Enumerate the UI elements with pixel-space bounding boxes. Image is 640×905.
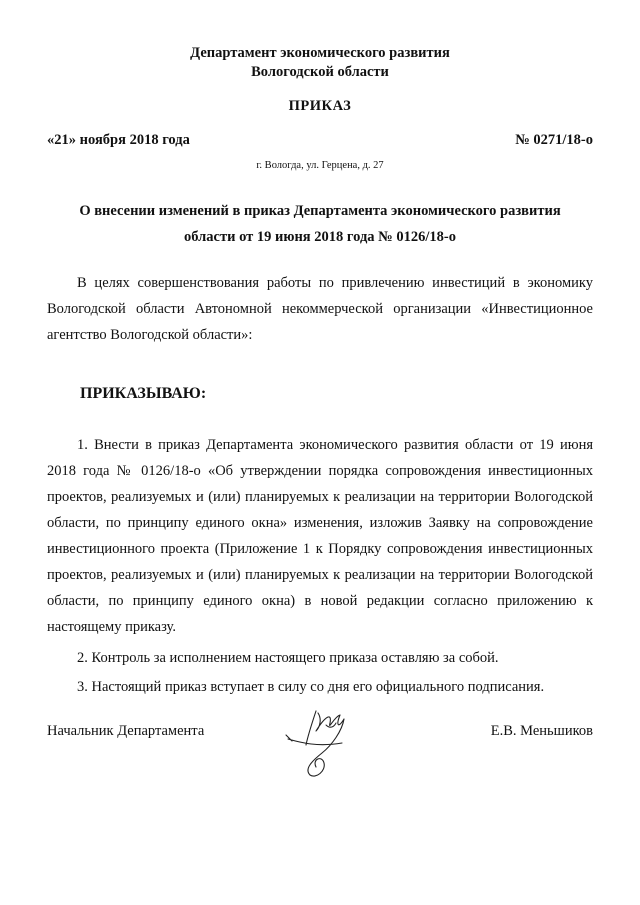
- department-name: Департамент экономического развития: [190, 45, 450, 61]
- doc-type-title: ПРИКАЗ: [288, 98, 352, 114]
- signer-position: Начальник Департамента: [47, 723, 205, 739]
- department-header: [0, 44, 640, 82]
- signer-name: Е.В. Меньшиков: [490, 723, 593, 739]
- order-subject: [47, 198, 593, 250]
- order-date: «21» ноября 2018 года: [47, 132, 190, 148]
- order-item-2: 2. Контроль за исполнением настоящего приказа оставляю за собой.: [77, 650, 499, 666]
- order-number: № 0271/18-о: [515, 132, 593, 148]
- date-number-row: [47, 132, 593, 149]
- subject-line-1: О внесении изменений в приказ Департамента экономического развития: [79, 203, 561, 219]
- place-line: г. Вологда, ул. Герцена, д. 27: [256, 160, 384, 171]
- handwritten-signature-icon: [282, 705, 362, 783]
- order-heading: ПРИКАЗЫВАЮ:: [80, 385, 207, 402]
- department-region: Вологодской области: [251, 64, 389, 80]
- order-item-1: 1. Внести в приказ Департамента экономического развития области от 19 июня 2018 года № 0126/18-о «Об утверждении порядка сопровождения инвестиционных проектов, реализуемых и (или) планируемых к реализации на территории Вологодской области, по принципу единого окна» изменения, изложив Заявку на сопровождение инвестиционного проекта (Приложение 1 к Порядку сопровождения инвестиционных проектов, реализуемых и (или) планируемых к реализации на территории Вологодской области, по принципу единого окна) в новой редакции согласно приложению к настоящему приказу.: [47, 437, 593, 635]
- order-item-3: 3. Настоящий приказ вступает в силу со дня его официального подписания.: [77, 679, 545, 695]
- subject-line-2: области от 19 июня 2018 года № 0126/18-о: [184, 229, 456, 245]
- intro-paragraph: В целях совершенствования работы по привлечению инвестиций в экономику Вологодской области Автономной некоммерческой организации «Инвестиционное агентство Вологодской области»:: [47, 275, 593, 343]
